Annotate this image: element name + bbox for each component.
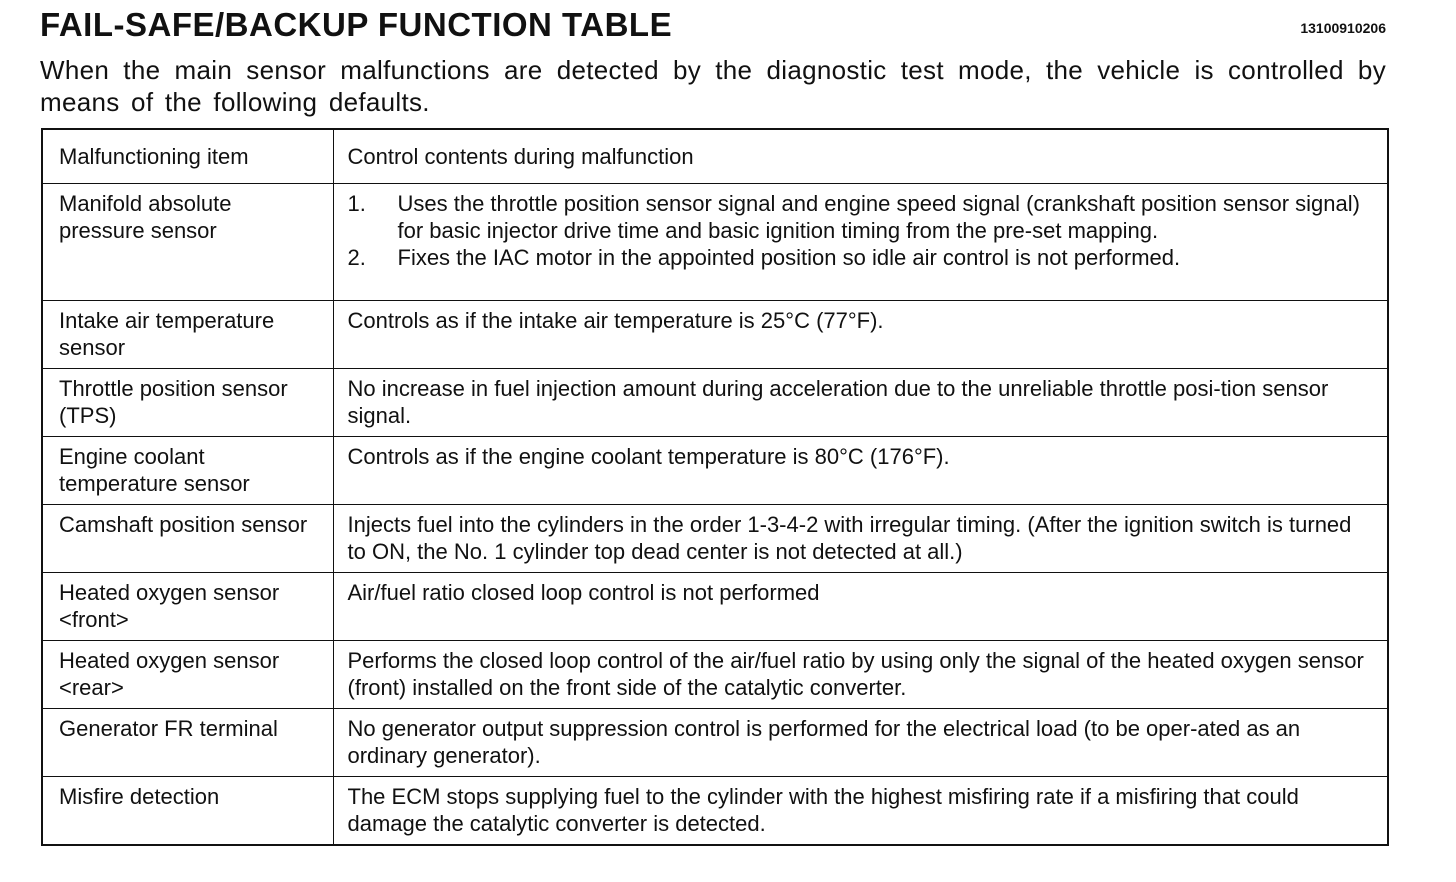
- table-row: [43, 504, 1387, 572]
- row-content: Air/fuel ratio closed loop control is not performed: [333, 572, 1387, 640]
- table-row: [43, 300, 1387, 368]
- row-content: [333, 183, 1387, 300]
- row-item: Throttle position sensor (TPS): [43, 368, 333, 436]
- document-code: 13100910206: [1300, 20, 1386, 36]
- row-content: The ECM stops supplying fuel to the cylinder with the highest misfiring rate if a misfiring that could damage the catalytic converter is detected.: [333, 776, 1387, 844]
- step-list: [348, 190, 1372, 271]
- intro-paragraph: When the main sensor malfunctions are detected by the diagnostic test mode, the vehicle is controlled by means of the following defaults.: [40, 55, 1386, 117]
- row-item: Misfire detection: [43, 776, 333, 844]
- fail-safe-table: [41, 128, 1389, 846]
- step-text: Fixes the IAC motor in the appointed position so idle air control is not performed.: [397, 244, 1181, 270]
- row-content: Controls as if the intake air temperature is 25°C (77°F).: [333, 300, 1387, 368]
- header-malfunctioning-item: Malfunctioning item: [43, 130, 333, 183]
- table-row: [43, 708, 1387, 776]
- row-item: Generator FR terminal: [43, 708, 333, 776]
- row-content: Performs the closed loop control of the air/fuel ratio by using only the signal of the heated oxygen sensor (front) installed on the front side of the catalytic converter.: [333, 640, 1387, 708]
- row-item: Manifold absolute pressure sensor: [43, 183, 333, 300]
- row-content: No increase in fuel injection amount during acceleration due to the unreliable throttle posi-tion sensor signal.: [333, 368, 1387, 436]
- row-item: Camshaft position sensor: [43, 504, 333, 572]
- table-row: [43, 183, 1387, 300]
- step-text: Uses the throttle position sensor signal and engine speed signal (crankshaft position sensor signal) for basic injector drive time and basic ignition timing from the pre-set mapping.: [397, 190, 1360, 243]
- step-item: [348, 244, 1372, 271]
- page-title: FAIL-SAFE/BACKUP FUNCTION TABLE: [40, 6, 673, 43]
- table-row: [43, 776, 1387, 844]
- row-item: Intake air temperature sensor: [43, 300, 333, 368]
- step-number: 2.: [347, 244, 366, 270]
- step-number: 1.: [347, 190, 366, 216]
- row-item: Engine coolant temperature sensor: [43, 436, 333, 504]
- row-content: No generator output suppression control is performed for the electrical load (to be oper-ated as an ordinary generator).: [333, 708, 1387, 776]
- header-control-contents: Control contents during malfunction: [333, 130, 1387, 183]
- table-row: [43, 368, 1387, 436]
- table-header-row: [43, 130, 1387, 183]
- table-row: [43, 572, 1387, 640]
- table-row: [43, 640, 1387, 708]
- step-item: [348, 190, 1372, 244]
- table-row: [43, 436, 1387, 504]
- row-content: Injects fuel into the cylinders in the order 1-3-4-2 with irregular timing. (After the ignition switch is turned to ON, the No. 1 cylinder top dead center is not detected at all.): [333, 504, 1387, 572]
- row-item: Heated oxygen sensor <rear>: [43, 640, 333, 708]
- row-content: Controls as if the engine coolant temperature is 80°C (176°F).: [333, 436, 1387, 504]
- row-item: Heated oxygen sensor <front>: [43, 572, 333, 640]
